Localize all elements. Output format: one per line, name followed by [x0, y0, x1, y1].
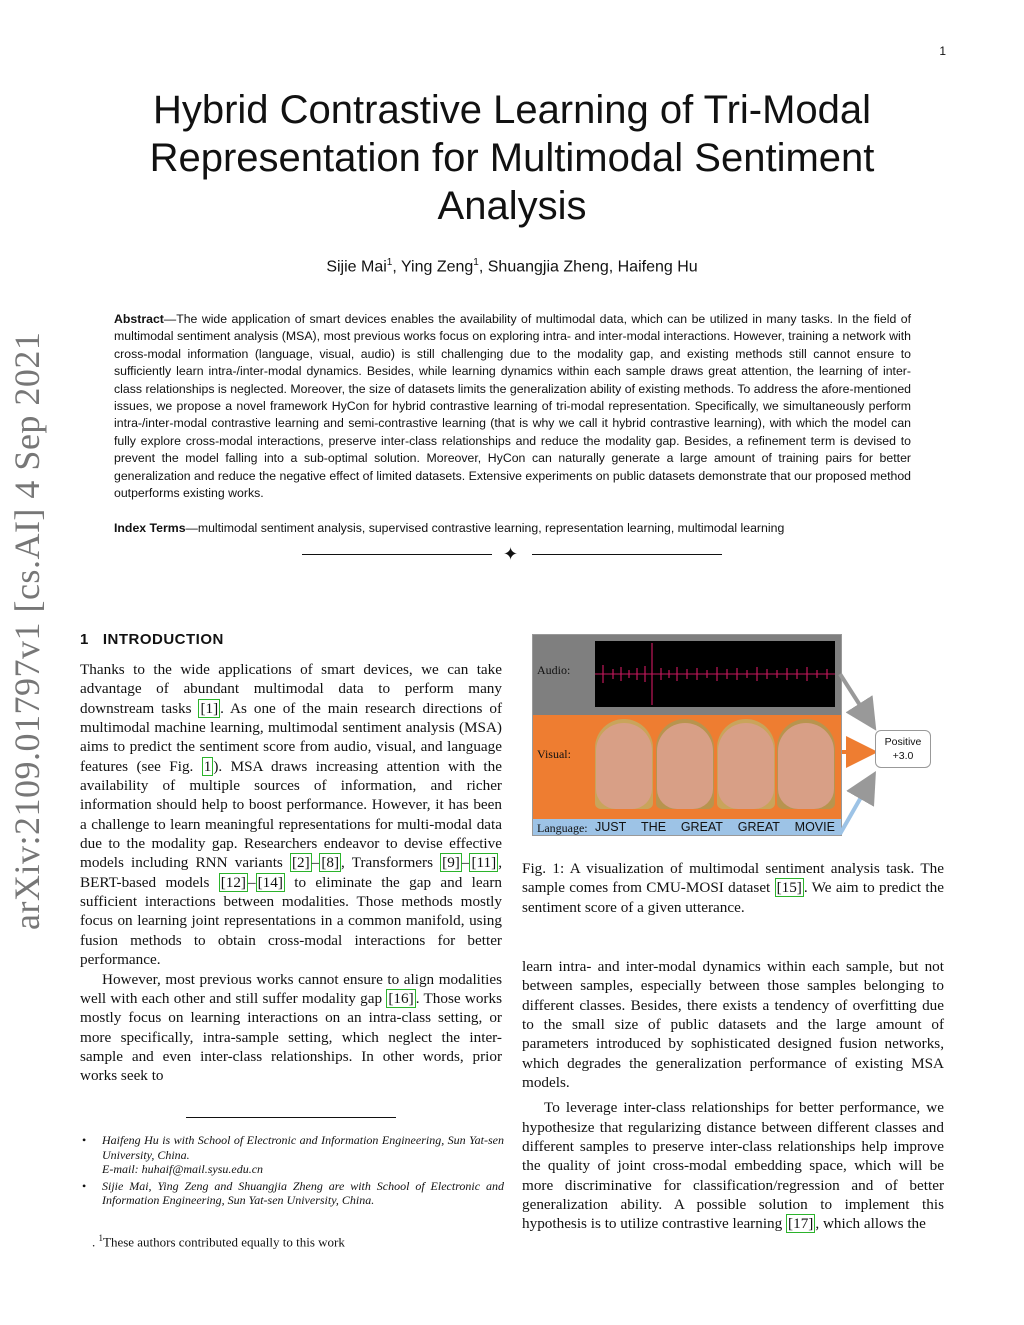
text-run: . [92, 1234, 99, 1250]
footnote-email: E-mail: huhaif@mail.sysu.edu.cn [102, 1162, 264, 1177]
text-run: – [461, 854, 470, 872]
word: JUST [595, 820, 627, 834]
text-run: Fig. 1: A visualization of multimodal sentiment analysis task. The sample comes from CMU-MOSI dataset [522, 860, 944, 897]
index-terms-text: —multimodal sentiment analysis, supervised contrastive learning, representation learning, multimodal learning [185, 521, 785, 535]
language-arrow [840, 778, 872, 834]
face-image [778, 723, 834, 809]
equal-contribution-note [92, 1233, 345, 1250]
text-run: To leverage inter-class relationships for better performance, we hypothesize that regularizing distance between different classes and different samples to preserve inter-class relationships help improve the quality of joint cross-modal embedding space, which will be more discriminative for classification/regression and of better generalization ability. A possible solution to implement this hypothesis is to utilize contrastive learning [522, 1099, 944, 1233]
intro-paragraph-1 [80, 660, 502, 970]
footnote-affiliation-2 [80, 1179, 504, 1208]
text-run: However, most previous works cannot ensure to align modalities well with each other and still suffer modality gap [80, 970, 502, 1007]
citation-link[interactable]: [8] [321, 854, 340, 872]
text-run: , BERT-based models [80, 854, 502, 891]
citation-link[interactable]: [2] [292, 854, 310, 872]
sentiment-output-box [875, 730, 931, 768]
footnote-text: Haifeng Hu is with School of Electronic and Information Engineering, Sun Yat-sen University, China. [102, 1133, 504, 1162]
text-run: – [248, 873, 256, 891]
audio-label: Audio: [537, 663, 571, 677]
video-frames [595, 719, 835, 811]
intro-paragraph-2 [80, 970, 502, 1086]
citation-link[interactable]: [17] [788, 1215, 814, 1233]
section-title: INTRODUCTION [102, 631, 224, 648]
left-column [80, 660, 502, 1086]
section-number: 1 [80, 631, 89, 648]
remaining-authors: , Shuangjia Zheng, Haifeng Hu [478, 258, 698, 276]
citation-link[interactable]: [15] [776, 879, 802, 897]
word: GREAT [680, 820, 723, 834]
footnote-text: Sijie Mai, Ying Zeng and Shuangjia Zheng are with School of Electronic and Information Engineering, Sun Yat-sen University, China. [102, 1178, 504, 1208]
audio-waveform [595, 641, 835, 707]
author-2: Ying Zeng [400, 258, 474, 276]
footnote-affiliation-1 [80, 1133, 504, 1177]
abstract-text: —The wide application of smart devices enables the availability of multimodal data, which can be utilized in many tasks. In the field of multimodal sentiment analysis (MSA), most previous works focus on exploring intra- and inter-modal interactions. However, training a network with cross-modal information (language, visual, audio) is still challenging due to the modality gap, and existing methods still cannot ensure to sufficiently learn intra-/inter-modal dynamics. Besides, while learning dynamics within each sample draws great attention, the learning of inter-class relationships is neglected. Moreover, the size of datasets limits the generalization ability of existing methods. To address the afore-mentioned issues, we propose a novel framework HyCon for hybrid contrastive learning of tri-modal representation. Specifically, we simultaneously perform intra-/inter-modal contrastive learning and semi-contrastive learning (that is why we call it hybrid contrastive learning), with which the model can fully explore cross-modal interactions, preserve inter-class relationships and reduce the modality gap. Besides, a refinement term is devised to prevent the model falling into a sub-optimal solution. Moreover, HyCon can naturally generate a large amount of training pairs for better generalization and reduce the negative effect of limited datasets. Extensive experiments on public datasets demonstrate that our proposed method outperforms existing works. [114, 312, 911, 501]
audio-arrow [840, 674, 872, 724]
word: GREAT [737, 820, 780, 834]
sentiment-score: +3.0 [892, 750, 914, 762]
text-run: – [311, 854, 320, 872]
abstract-label: Abstract [114, 312, 164, 326]
right-paragraph-2 [522, 1098, 944, 1233]
word: THE [641, 820, 667, 834]
page-number: 1 [939, 44, 946, 58]
author-1-affiliation-mark: 1 [386, 257, 393, 268]
text-run: , which allows the [815, 1215, 926, 1233]
citation-link[interactable]: [14] [257, 873, 283, 891]
visual-label: Visual: [537, 747, 571, 761]
citation-link[interactable]: [12] [220, 873, 246, 891]
citation-link[interactable]: [16] [388, 989, 414, 1007]
abstract [114, 311, 911, 502]
text-run: . As one of the main research directions of multimodal machine learning, multimodal sentiment analysis (MSA) aims to predict the sentiment score from audio, visual, and language features (see Fig. [80, 699, 502, 775]
divider-line-right [532, 554, 722, 555]
text-run: to eliminate the gap and learn sufficient interactions between modalities. Those methods mostly focus on learning joint representations in a common manifold, using fusion methods to obtain cross-modal interactions for better performance. [80, 873, 502, 969]
right-column [522, 957, 944, 1234]
divider-star-icon: ✦ [503, 544, 519, 564]
author-separator: , [392, 258, 401, 276]
bullet-icon: • [82, 1133, 87, 1147]
sentiment-label: Positive [884, 736, 922, 748]
word: MOVIE [794, 820, 835, 834]
face-image [718, 723, 774, 809]
figure-link[interactable]: 1 [203, 757, 212, 775]
text-run: . Those works mostly focus on learning interactions on an intra-class setting, or more specifically, intra-sample setting, which neglect the inter-sample and even inter-class relationships. In other words, prior works seek to [80, 989, 502, 1085]
index-terms-label: Index Terms [114, 521, 186, 535]
text-run: . We aim to predict the sentiment score of a given utterance. [522, 879, 944, 916]
face-image [596, 723, 652, 809]
index-terms [114, 520, 911, 537]
author-1: Sijie Mai [326, 258, 387, 276]
text-run: , Transformers [341, 854, 441, 872]
face-image [657, 723, 713, 809]
language-label: Language: [537, 821, 588, 835]
figure-1 [532, 634, 842, 836]
figure-caption [522, 859, 944, 917]
text-run: ). MSA draws increasing attention with the availability of multiple sources of information, and richer information should help to boost performance. However, it has been a challenge to learn meaningful representations for multi-modal data due to the modality gap. Researchers endeavor to devise effective models including RNN variants [80, 757, 502, 872]
footnote-rule [186, 1117, 396, 1118]
citation-link[interactable]: [1] [200, 699, 219, 717]
citation-link[interactable]: [11] [471, 854, 497, 872]
paper-title: Hybrid Contrastive Learning of Tri-Modal Representation for Multimodal Sentiment Analysis [149, 88, 875, 228]
author-list [140, 257, 884, 276]
arxiv-side-identifier: arXiv:2109.01797v1 [cs.AI] 4 Sep 2021 [7, 331, 47, 930]
author-2-affiliation-mark: 1 [473, 257, 479, 268]
citation-link[interactable]: [9] [442, 854, 460, 872]
language-words [595, 819, 835, 835]
footnote-mark: 1 [98, 1233, 103, 1243]
text-run: These authors contributed equally to this work [103, 1234, 345, 1250]
text-run: Thanks to the wide applications of smart devices, we can take advantage of abundant multimodal data to perform many downstream tasks [80, 661, 502, 717]
footnote-list [80, 1133, 504, 1210]
divider-line-left [302, 554, 492, 555]
bullet-icon: • [82, 1178, 87, 1193]
right-paragraph-1: learn intra- and inter-modal dynamics within each sample, but not between samples, especially between those samples belonging to different classes. Besides, there exists a tendency of overfitting due to the small size of public datasets and the large amount of parameters introduced by sophisticated designed fusion networks, which degrades the generalization performance of existing MSA models. [522, 958, 944, 1092]
section-heading [80, 631, 224, 648]
